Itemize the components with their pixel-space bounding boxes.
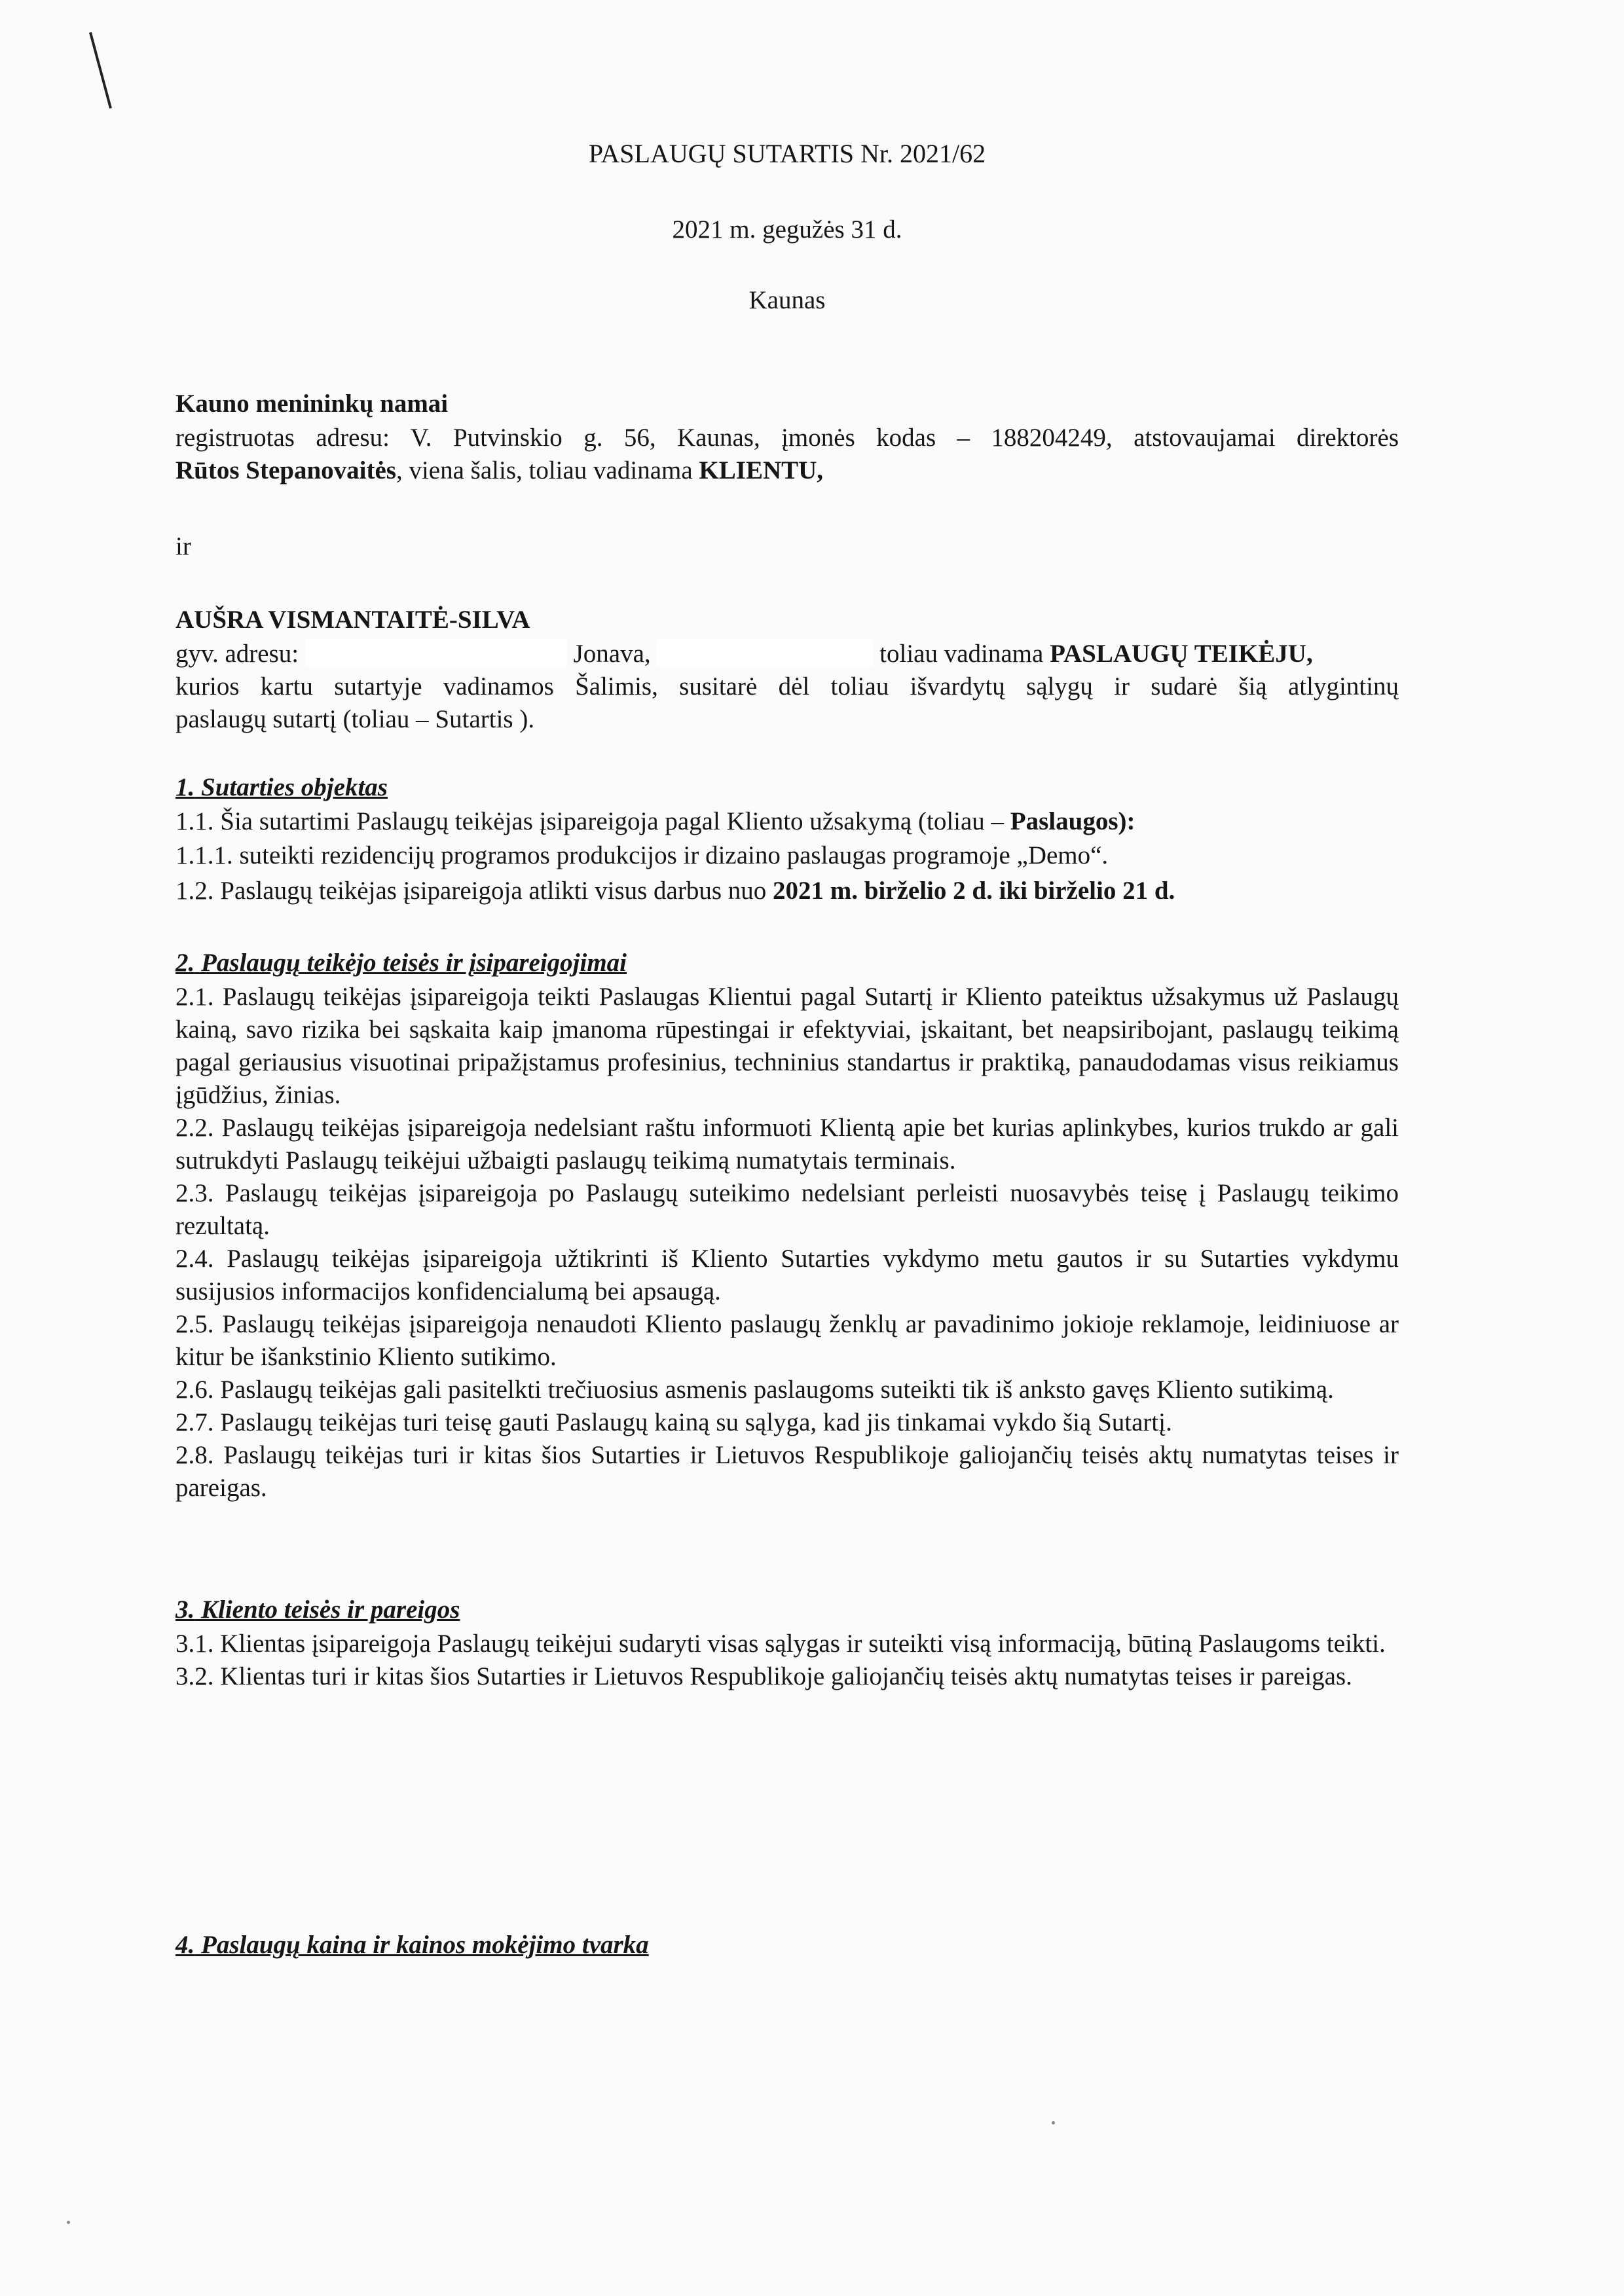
party2-agreement-tail: paslaugų sutartį (toliau – Sutartis ). [175,705,535,733]
clause-3-1: 3.1. Klientas įsipareigoja Paslaugų teikėjui sudaryti visas sąlygas ir suteikti visą informaciją, būtiną Paslaugoms teikti. [175,1630,1386,1658]
pen-mark [89,32,112,109]
scan-speck [1052,2121,1055,2124]
clause-3-2: 3.2. Klientas turi ir kitas šios Sutarties ir Lietuvos Respublikoje galiojančių teisės aktų numatytas teises ir pareigas. [175,1662,1352,1690]
contract-city: Kaunas [748,286,826,314]
party1-rep-name: Rūtos Stepanovaitės [175,456,396,484]
contract-title: PASLAUGŲ SUTARTIS Nr. 2021/62 [588,139,986,168]
scan-speck [67,2221,70,2224]
redacted-street [305,640,567,667]
contract-date: 2021 m. gegužės 31 d. [672,215,902,244]
clause-2-4: 2.4. Paslaugų teikėjas įsipareigoja užtikrinti iš Kliento Sutarties vykdymo metu gautos ir su Sutarties vykdymu susijusios informacijos konfidencialumą bei apsaugą. [175,1245,1399,1305]
clause-2-8: 2.8. Paslaugų teikėjas turi ir kitas šios Sutarties ir Lietuvos Respublikoje galiojančių teisės aktų numatytas teises ir pareigas. [175,1441,1399,1502]
clause-1-1-1: 1.1.1. suteikti rezidencijų programos produkcijos ir dizaino paslaugas programoje „Demo“. [175,841,1109,869]
party1-name: Kauno menininkų namai [175,390,449,418]
section3-clauses [175,1628,1399,1693]
redacted-detail [657,640,873,667]
section4-heading: 4. Paslaugų kaina ir kainos mokėjimo tvarka [175,1931,649,1959]
party1-role: KLIENTU, [699,456,824,484]
party2-name: AUŠRA VISMANTAITĖ-SILVA [175,606,530,634]
section2-clauses [175,981,1399,1504]
clause-2-1: 2.1. Paslaugų teikėjas įsipareigoja teikti Paslaugas Klientui pagal Sutartį ir Kliento pateiktus užsakymus už Paslaugų kainą, savo rizika bei sąskaita kaip įmanoma rūpestingai ir efektyviai, įskaitant, bet neapsiribojant, paslaugų teikimą pagal geriausius visuotinai pripažįstamus profesinius, techninius standartus ir praktiką, panaudodamas visus reikiamus įgūdžius, žinias. [175,983,1399,1109]
clause-2-7: 2.7. Paslaugų teikėjas turi teisę gauti Paslaugų kainą su sąlyga, kad jis tinkamai vykdo šią Sutartį. [175,1408,1172,1436]
section1-heading: 1. Sutarties objektas [175,773,388,801]
party2-address: gyv. adresu: Jonava, toliau vadinama PASLAUGŲ TEIKĖJU, [175,640,1313,668]
clause-1-2: 1.2. Paslaugų teikėjas įsipareigoja atlikti visus darbus nuo 2021 m. birželio 2 d. iki birželio 21 d. [175,877,1175,905]
clause-2-5: 2.5. Paslaugų teikėjas įsipareigoja nenaudoti Kliento paslaugų ženklų ar pavadinimo jokioje reklamoje, leidiniuose ar kitur be išankstinio Kliento sutikimo. [175,1310,1399,1371]
party2-role: PASLAUGŲ TEIKĖJU, [1050,640,1313,668]
section2-heading: 2. Paslaugų teikėjo teisės ir įsipareigojimai [175,949,627,977]
clause-2-3: 2.3. Paslaugų teikėjas įsipareigoja po Paslaugų suteikimo nedelsiant perleisti nuosavybės teisę į Paslaugų teikimo rezultatą. [175,1179,1399,1240]
section3-heading: 3. Kliento teisės ir pareigos [175,1595,460,1624]
party1-address: registruotas adresu: V. Putvinskio g. 56, Kaunas, įmonės kodas – 188204249, atstovaujamai direktorės [175,424,1399,452]
party2-agreement-line: kurios kartu sutartyje vadinamos Šalimis, susitarė dėl toliau išvardytų sąlygų ir sudarė šią atlygintinų [175,672,1399,701]
conjunction: ir [175,532,191,560]
party1-representative: Rūtos Stepanovaitės, viena šalis, toliau vadinama KLIENTU, [175,456,824,484]
clause-1-1: 1.1. Šia sutartimi Paslaugų teikėjas įsipareigoja pagal Kliento užsakymą (toliau – Paslaugos): [175,807,1135,835]
clause-2-6: 2.6. Paslaugų teikėjas gali pasitelkti trečiuosius asmenis paslaugoms suteikti tik iš anksto gavęs Kliento sutikimą. [175,1376,1334,1404]
clause-2-2: 2.2. Paslaugų teikėjas įsipareigoja nedelsiant raštu informuoti Klientą apie bet kurias aplinkybes, kurios trukdo ar gali sutrukdyti Paslaugų teikėjui užbaigti paslaugų teikimą numatytais terminais. [175,1114,1399,1175]
